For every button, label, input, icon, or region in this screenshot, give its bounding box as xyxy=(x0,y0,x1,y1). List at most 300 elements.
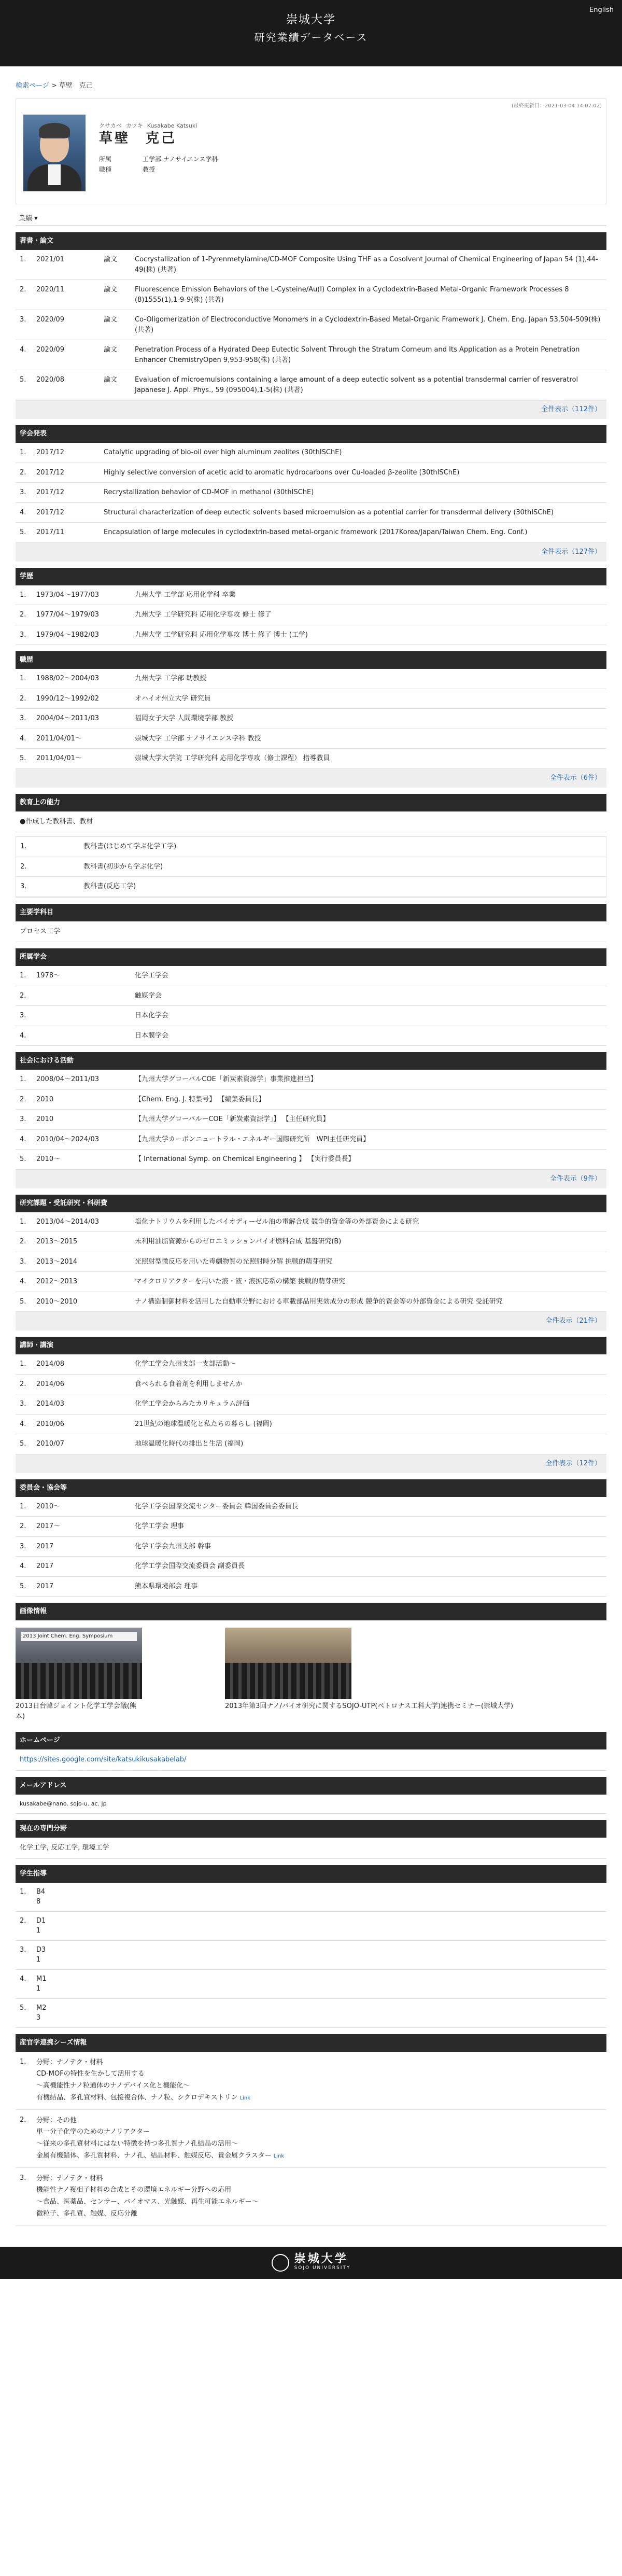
item-number: 3. xyxy=(20,1012,26,1019)
item-number: 5. xyxy=(20,754,26,762)
item-number: 4. xyxy=(20,1562,26,1570)
list-item xyxy=(16,669,606,689)
section-heading: 委員会・協会等 xyxy=(16,1479,606,1497)
section-heading: 講師・講演 xyxy=(16,1337,606,1354)
list-item xyxy=(16,1375,606,1395)
item-text: 九州大学 工学部 応用化学科 卒業 xyxy=(135,591,236,599)
item-date: 2017/12 xyxy=(36,468,65,477)
section-societies xyxy=(16,948,606,1046)
item-number: 2. xyxy=(20,862,27,871)
section-career xyxy=(16,651,606,788)
item-number: 2. xyxy=(20,611,26,619)
student-row xyxy=(16,1883,606,1912)
item-category: 論文 xyxy=(104,346,118,354)
affiliation: 工学部 ナノサイエンス学科 xyxy=(143,156,218,163)
student-row xyxy=(16,1912,606,1941)
item-text: 【九州大学カーボンニュートラル・エネルギー国際研究所 WPI主任研究員】 xyxy=(135,1135,370,1143)
list-item xyxy=(16,1354,606,1375)
item-number: 4. xyxy=(20,734,26,743)
list-item xyxy=(16,1070,606,1090)
list-item xyxy=(16,1415,606,1435)
list-item xyxy=(16,1537,606,1557)
section-heading: 社会における活動 xyxy=(16,1052,606,1070)
item-text[interactable]: Highly selective conversion of acetic acid to aromatic hydrocarbons over Cu-loaded β-zeolite (30thISChE) xyxy=(104,468,460,477)
profile-photo xyxy=(23,115,86,191)
item-number: 2. xyxy=(20,468,26,477)
breadcrumb-separator: > xyxy=(49,82,59,90)
item-text: 食べられる食着剤を利用しませんか xyxy=(135,1380,243,1388)
item-date: 2017 xyxy=(36,1562,54,1570)
item-date: 2014/03 xyxy=(36,1400,65,1408)
seed-item xyxy=(16,2052,606,2110)
section-heading: 現在の専門分野 xyxy=(16,1820,606,1838)
profile-info: 所属 工学部 ナノサイエンス学科 職種 教授 xyxy=(99,154,218,175)
item-text: 地球温暖化時代の排出と生活 (福岡) xyxy=(135,1440,244,1448)
item-text: 熊本県環境部会 理事 xyxy=(135,1582,198,1590)
item-text[interactable]: Evaluation of microemulsions containing a large amount of a deep eutectic solvent as a potential transdermal carrier of resveratrol Japanese J. Appl. Phys., 59 (095004),1-5(株) (共著) xyxy=(135,376,578,394)
item-text: 九州大学 工学研究科 応用化学専攻 修士 修了 xyxy=(135,611,272,619)
seed-keyword-text: 金属有機錯体、多孔質材料、ナノ孔、結晶材料、触媒反応、貴金属クラスター xyxy=(36,2151,272,2160)
seed-keywords xyxy=(36,2092,606,2104)
group-photo-2[interactable] xyxy=(225,1628,351,1699)
item-text: 触媒学会 xyxy=(135,991,162,1000)
section-committees xyxy=(16,1479,606,1597)
item-text: 【Chem. Eng. J. 特集号】 【編集委員長】 xyxy=(135,1095,265,1103)
item-text[interactable]: Fluorescence Emission Behaviors of the L-Cysteine/Au(I) Complex in a Cyclodextrin-Based Metal-Organic Framework Processes 8 (8)1555(1),1-9-9(株) (共著) xyxy=(135,286,569,304)
list-item xyxy=(16,605,606,625)
item-date: 2010 xyxy=(36,1095,54,1103)
teaching-subheading: ●作成した教科書、教材 xyxy=(16,811,606,833)
list-item xyxy=(16,443,606,463)
item-category: 論文 xyxy=(104,256,118,263)
item-date xyxy=(36,991,135,1001)
item-text: オハイオ州立大学 研究員 xyxy=(135,694,211,703)
item-number: 2. xyxy=(20,1522,26,1530)
section-student-guidance xyxy=(16,1865,606,2028)
item-number: 3. xyxy=(20,2174,26,2182)
image-caption: 2013年第3回ナノ/バイオ研究に関するSOJO-UTP(ペトロナス工科大学)連携セミナー(崇城大学) xyxy=(225,1702,514,1710)
item-text: 【九州大学グローバルーCOE「新炭素資源学」】 【主任研究員】 xyxy=(135,1115,330,1123)
homepage-link[interactable]: https://sites.google.com/site/katsukikusakabelab/ xyxy=(20,1756,187,1763)
item-date: 2010～2010 xyxy=(36,1297,78,1306)
seed-field: 分野：ナノテク・材料 xyxy=(36,2174,103,2182)
section-homepage xyxy=(16,1732,606,1771)
show-all-projects-link[interactable]: 全件表示（21件） xyxy=(545,1317,601,1325)
student-grade: D3 xyxy=(36,1945,46,1954)
language-switch-link[interactable]: English xyxy=(589,6,614,14)
item-text[interactable]: Catalytic upgrading of bio-oil over high aluminum zeolites (30thISChE) xyxy=(104,449,342,456)
item-number: 3. xyxy=(20,488,26,496)
item-number: 4. xyxy=(20,1135,26,1143)
main-subject: プロセス工学 xyxy=(16,921,606,943)
item-number: 5. xyxy=(20,1297,26,1306)
item-number: 4. xyxy=(20,1420,26,1428)
item-text: 化学工学会からみたカリキュラム評価 xyxy=(135,1400,249,1408)
item-text[interactable]: Penetration Process of a Hydrated Deep Eutectic Solvent Through the Stratum Corneum and Its Application as a Protein Penetration Enhancer ChemistryOpen 9,953-958(株) (共著) xyxy=(135,346,580,364)
tab-achievements[interactable]: 業績 ▾ xyxy=(19,215,38,222)
item-number: 2. xyxy=(20,2116,26,2124)
student-row xyxy=(16,1970,606,1999)
item-number: 2. xyxy=(20,1095,26,1103)
item-text: 化学工学会国際交流委員会 副委員長 xyxy=(135,1562,245,1570)
seed-item xyxy=(16,2110,606,2168)
section-publications xyxy=(16,232,606,419)
section-email xyxy=(16,1777,606,1814)
item-number: 1. xyxy=(20,1075,26,1083)
item-text[interactable]: Cocrystallization of 1-Pyrenmetylamine/CD-MOF Composite Using THF as a Cosolvent Journal of Chemical Engineering of Japan 54 (1),44-49(株) (共著) xyxy=(135,256,598,274)
list-item xyxy=(16,483,606,503)
item-date: 2020/08 xyxy=(36,376,65,384)
section-industry-seeds xyxy=(16,2034,606,2226)
seed-field: 分野：ナノテク・材料 xyxy=(36,2058,103,2066)
student-level xyxy=(36,1974,606,1994)
item-number: 5. xyxy=(20,1582,26,1590)
site-title-database: 研究業績データベース xyxy=(254,31,368,44)
item-number: 3. xyxy=(20,1400,26,1408)
item-text[interactable]: マイクロリアクターを用いた液・液・液拡応系の構築 挑戦的萌芽研究 xyxy=(135,1278,345,1285)
item-date: 1990/12～1992/02 xyxy=(36,694,100,703)
list-item xyxy=(16,1272,606,1292)
list-item xyxy=(16,857,606,877)
profile-name: 草壁 克己 xyxy=(99,130,177,146)
section-specialty xyxy=(16,1820,606,1859)
item-date: 2008/04～2011/03 xyxy=(36,1075,100,1083)
list-item xyxy=(16,749,606,769)
list-item xyxy=(16,729,606,749)
list-item xyxy=(16,1292,606,1312)
item-number: 3. xyxy=(20,1257,26,1266)
item-date: 2014/06 xyxy=(36,1380,65,1388)
seed-subtitle: ～食品、医薬品、センサー、バイオマス、光触媒、再生可能エネルギー～ xyxy=(36,2198,259,2206)
list-item xyxy=(16,585,606,606)
item-number: 1. xyxy=(20,2057,26,2066)
list-item xyxy=(16,1434,606,1454)
item-number: 4. xyxy=(20,1278,26,1285)
item-date: 2017 xyxy=(36,1582,54,1590)
item-date: 2010 xyxy=(36,1115,54,1123)
list-item xyxy=(16,837,606,857)
image-item xyxy=(16,1628,142,1721)
section-images xyxy=(16,1603,606,1726)
item-text: 日本膜学会 xyxy=(135,1031,169,1040)
item-number: 2. xyxy=(20,286,26,293)
item-number: 1. xyxy=(20,1887,26,1896)
show-all-lectures-link[interactable]: 全件表示（12件） xyxy=(545,1459,601,1467)
student-level xyxy=(36,1945,606,1965)
item-number: 1. xyxy=(20,1217,26,1226)
list-item xyxy=(16,1090,606,1110)
list-item xyxy=(16,877,606,897)
item-number: 5. xyxy=(20,1440,26,1448)
list-item xyxy=(16,1110,606,1130)
list-item xyxy=(16,340,606,370)
list-item xyxy=(16,1130,606,1150)
seed-link[interactable]: Link xyxy=(239,2095,251,2101)
list-item xyxy=(16,523,606,543)
item-text: 日本化学会 xyxy=(135,1012,169,1019)
list-item xyxy=(16,625,606,646)
item-text: 教科書(初歩から学ぶ化学) xyxy=(83,862,163,871)
item-text: 九州大学 工学部 助教授 xyxy=(135,675,207,682)
section-heading: 教育上の能力 xyxy=(16,794,606,811)
item-date: 2013～2014 xyxy=(36,1257,78,1266)
item-text[interactable]: Encapsulation of large molecules in cyclodextrin-based metal-organic framework (2017Korea/Japan/Taiwan Chem. Eng. Conf.) xyxy=(104,528,528,536)
seed-subtitle: ～高機能性ナノ粒通体のナノデバイス化と機能化～ xyxy=(36,2082,190,2090)
item-number: 3. xyxy=(20,631,26,639)
item-number: 2. xyxy=(20,1380,26,1388)
section-heading: 研究課題・受託研究・科研費 xyxy=(16,1195,606,1212)
student-grade: D1 xyxy=(36,1916,46,1925)
list-item xyxy=(16,1497,606,1517)
item-date: 2020/09 xyxy=(36,346,65,354)
item-text[interactable]: ナノ構造制御材料を活用した自動車分野における車載部品用実効成分の形成 競争的資金等の外部資金による研究 受託研究 xyxy=(135,1297,503,1306)
item-text[interactable]: Structural characterization of deep eutectic solvents based microemulsion as a potential carrier for transdermal delivery (30thISChE) xyxy=(104,508,554,516)
section-heading: メールアドレス xyxy=(16,1777,606,1795)
student-level xyxy=(36,2003,606,2023)
item-number: 2. xyxy=(20,1916,26,1925)
item-text: 【九州大学グローバルCOE「新炭素資源学」事業推進担当】 xyxy=(135,1075,317,1083)
section-heading: 著書・論文 xyxy=(16,232,606,250)
item-date: 2013～2015 xyxy=(36,1238,78,1245)
item-date: 2010～ xyxy=(36,1502,61,1510)
section-heading: 学歴 xyxy=(16,568,606,585)
university-seal-icon xyxy=(272,2254,289,2272)
seed-link[interactable]: Link xyxy=(273,2153,285,2159)
list-item xyxy=(16,986,606,1006)
item-number: 2. xyxy=(20,991,26,1000)
seed-keyword-text: 微粒子、多孔質、触媒、反応分離 xyxy=(36,2209,138,2218)
section-heading: 主要学科目 xyxy=(16,904,606,921)
group-photo-1[interactable]: 2013 Joint Chem. Eng. Symposium xyxy=(16,1628,142,1699)
seed-title[interactable]: 単一分子化学のためのナノリアクター xyxy=(36,2128,150,2136)
item-text: 21世紀の地球温暖化と私たちの暮らし (福岡) xyxy=(135,1420,272,1428)
show-all-career-link[interactable]: 全件表示（6件） xyxy=(549,774,601,782)
item-number: 3. xyxy=(20,715,26,722)
item-number: 5. xyxy=(20,1155,26,1163)
seed-content xyxy=(36,2173,606,2220)
section-heading: 産官学連携シーズ情報 xyxy=(16,2034,606,2052)
item-date: 2017/12 xyxy=(36,508,65,516)
item-text: 崇城大学大学院 工学研究科 応用化学専攻（修士課程） 指導教員 xyxy=(135,754,330,762)
item-text: 化学工学会 xyxy=(135,972,169,979)
university-logo: 崇城大学 SOJO UNIVERSITY xyxy=(272,2253,351,2272)
item-date: 2017/12 xyxy=(36,488,65,496)
list-item xyxy=(16,370,606,400)
list-item xyxy=(16,1557,606,1577)
image-item xyxy=(225,1628,515,1721)
item-text[interactable]: Recrystallization behavior of CD-MOF in methanol (30thISChE) xyxy=(104,488,314,496)
item-number: 3. xyxy=(20,1115,26,1123)
item-date: 1979/04～1982/03 xyxy=(36,631,100,639)
student-count: 1 xyxy=(36,1956,41,1964)
section-heading: 学生指導 xyxy=(16,1865,606,1883)
item-number: 3. xyxy=(20,1945,26,1954)
student-grade: M1 xyxy=(36,1975,47,1983)
site-header xyxy=(0,0,622,66)
list-item xyxy=(16,463,606,483)
item-date: 2010/06 xyxy=(36,1420,65,1428)
list-item xyxy=(16,1232,606,1252)
site-title-university: 崇城大学 xyxy=(286,13,336,26)
student-row xyxy=(16,1941,606,1970)
item-text: 【 International Symp. on Chemical Engineering 】 【実行委員長】 xyxy=(135,1155,355,1163)
item-number: 2. xyxy=(20,1238,26,1245)
seed-content xyxy=(36,2057,606,2104)
item-number: 3. xyxy=(20,316,26,324)
list-item xyxy=(16,1394,606,1415)
seed-content xyxy=(36,2115,606,2162)
item-number: 5. xyxy=(20,376,26,384)
list-item xyxy=(16,1252,606,1272)
item-number: 4. xyxy=(20,1031,26,1040)
item-number: 3. xyxy=(20,883,27,890)
section-heading: 画像情報 xyxy=(16,1603,606,1620)
tab-bar xyxy=(16,212,606,226)
item-date: 1977/04～1979/03 xyxy=(36,611,100,619)
item-date: 1973/04～1977/03 xyxy=(36,591,100,599)
item-date: 2011/04/01～ xyxy=(36,734,82,743)
student-row xyxy=(16,1999,606,2028)
list-item xyxy=(16,1006,606,1026)
list-item xyxy=(16,250,606,280)
section-lectures xyxy=(16,1337,606,1473)
item-text[interactable]: Co-Oligomerization of Electroconductive Monomers in a Cyclodextrin-Based Metal-Organic Framework J. Chem. Eng. Japan 53,504-509(株) (共著) xyxy=(135,316,601,334)
breadcrumb-home-link[interactable]: 検索ページ xyxy=(16,82,49,90)
item-date: 2017/12 xyxy=(36,449,65,456)
item-date: 1988/02～2004/03 xyxy=(36,675,100,682)
item-number: 3. xyxy=(20,1542,26,1550)
item-text: 九州大学 工学研究科 応用化学専攻 博士 修了 博士 (工学) xyxy=(135,631,308,639)
section-education xyxy=(16,568,606,646)
item-date: 2004/04～2011/03 xyxy=(36,715,100,722)
list-item xyxy=(16,1212,606,1233)
item-number: 1. xyxy=(20,972,26,979)
email-address: kusakabe@nano. sojo-u. ac. jp xyxy=(16,1795,606,1814)
seed-title[interactable]: CD-MOFの特性を生かして活用する xyxy=(36,2070,145,2078)
item-text: 化学工学会九州支部一支部活動～ xyxy=(135,1360,236,1368)
item-text: 教科書(反応工学) xyxy=(83,883,136,890)
profile-box xyxy=(16,99,606,204)
section-main-subjects xyxy=(16,904,606,943)
show-all-publications-link[interactable]: 全件表示（112件） xyxy=(541,405,601,413)
item-number: 5. xyxy=(20,528,26,536)
item-date: 2010/04～2024/03 xyxy=(36,1135,100,1143)
student-count: 8 xyxy=(36,1898,41,1906)
item-text: 化学工学会 理事 xyxy=(135,1522,185,1530)
item-date xyxy=(36,1031,135,1041)
item-number: 1. xyxy=(20,1360,26,1368)
item-number: 2. xyxy=(20,694,26,703)
list-item xyxy=(16,1150,606,1170)
section-heading: 学会発表 xyxy=(16,425,606,443)
list-item xyxy=(16,1517,606,1537)
item-date: 2012～2013 xyxy=(36,1278,78,1285)
list-item xyxy=(16,1577,606,1597)
job-title: 教授 xyxy=(143,166,156,173)
student-grade: M2 xyxy=(36,2004,47,2012)
student-level xyxy=(36,1916,606,1936)
list-item xyxy=(16,310,606,340)
list-item xyxy=(16,709,606,729)
item-number: 1. xyxy=(20,449,26,456)
section-social-activities xyxy=(16,1052,606,1188)
item-text: 崇城大学 工学部 ナノサイエンス学科 教授 xyxy=(135,734,261,743)
student-count: 1 xyxy=(36,1985,41,1993)
item-text[interactable]: 光照射型微反応を用いた毒劇物質の光照射時分解 挑戦的萌芽研究 xyxy=(135,1257,333,1266)
section-heading: 所属学会 xyxy=(16,948,606,966)
item-date: 2011/04/01～ xyxy=(36,754,82,762)
breadcrumb-current: 草壁 克己 xyxy=(59,82,93,90)
item-date: 2020/11 xyxy=(36,286,65,293)
item-number: 1. xyxy=(20,256,26,263)
seed-keywords xyxy=(36,2150,606,2162)
name-kana: クサカベ カツキ Kusakabe Katsuki xyxy=(99,122,197,129)
item-text[interactable]: 塩化ナトリウムを利用したバイオディーゼル油の電解合成 競争的資金等の外部資金による研究 xyxy=(135,1217,419,1226)
section-heading: ホームページ xyxy=(16,1732,606,1749)
student-level xyxy=(36,1887,606,1907)
item-date: 2013/04～2014/03 xyxy=(36,1217,100,1226)
item-date xyxy=(36,1011,135,1021)
seed-title[interactable]: 機能性ナノ複相子材料の合成とその環境エネルギー分野への応用 xyxy=(36,2186,232,2194)
student-count: 1 xyxy=(36,1927,41,1935)
item-category: 論文 xyxy=(104,316,118,324)
show-all-presentations-link[interactable]: 全件表示（127件） xyxy=(541,548,601,556)
item-text: 教科書(はじめて学ぶ化学工学) xyxy=(83,843,177,850)
list-item xyxy=(16,280,606,310)
item-number: 4. xyxy=(20,346,26,354)
list-item xyxy=(16,966,606,986)
item-category: 論文 xyxy=(104,376,118,384)
last-updated: (最終更新日：2021-03-04 14:07:02) xyxy=(511,103,602,109)
student-grade: B4 xyxy=(36,1887,46,1896)
list-item xyxy=(16,503,606,523)
show-all-activities-link[interactable]: 全件表示（9件） xyxy=(549,1174,601,1183)
item-text: 化学工学会九州支部 幹事 xyxy=(135,1542,211,1550)
item-date: 2021/01 xyxy=(36,256,65,263)
item-date: 2017～ xyxy=(36,1522,61,1530)
item-number: 1. xyxy=(20,843,27,850)
seed-keyword-text: 有機結晶、多孔質材料、包接複合体、ナノ粒、シクロデキストリン xyxy=(36,2093,238,2102)
item-number: 1. xyxy=(20,675,26,682)
item-date: 2014/08 xyxy=(36,1360,65,1368)
item-date: 1978～ xyxy=(36,972,61,979)
item-category: 論文 xyxy=(104,286,118,293)
specialty-fields: 化学工学, 反応工学, 環境工学 xyxy=(16,1838,606,1859)
student-count: 3 xyxy=(36,2014,41,2022)
item-text: 福岡女子大学 人間環境学部 教授 xyxy=(135,715,234,722)
seed-item xyxy=(16,2168,606,2226)
item-date: 2010～ xyxy=(36,1155,61,1163)
section-teaching xyxy=(16,794,606,898)
item-date: 2010/07 xyxy=(36,1440,65,1448)
section-heading: 職歴 xyxy=(16,651,606,669)
item-date: 2017/11 xyxy=(36,528,65,536)
item-number: 4. xyxy=(20,1975,26,1983)
section-research-projects xyxy=(16,1195,606,1331)
seed-subtitle: ～従来の多孔質材料にはない特徴を持つ多孔質ナノ孔結晶の活用～ xyxy=(36,2140,238,2148)
item-date: 2017 xyxy=(36,1542,54,1550)
breadcrumb xyxy=(16,81,606,91)
item-number: 5. xyxy=(20,2004,26,2012)
list-item xyxy=(16,1026,606,1046)
seed-keywords xyxy=(36,2208,606,2220)
item-text: 化学工学会国際交流センター委員会 韓国委員会委員長 xyxy=(135,1502,299,1510)
section-presentations xyxy=(16,425,606,562)
list-item xyxy=(16,689,606,709)
image-caption: 2013日台韓ジョイント化学工学会議(熊本) xyxy=(16,1702,136,1720)
item-text[interactable]: 未利用油脂資源からのゼロエミッションバイオ燃料合成 基盤研究(B) xyxy=(135,1238,342,1245)
item-number: 1. xyxy=(20,1502,26,1510)
